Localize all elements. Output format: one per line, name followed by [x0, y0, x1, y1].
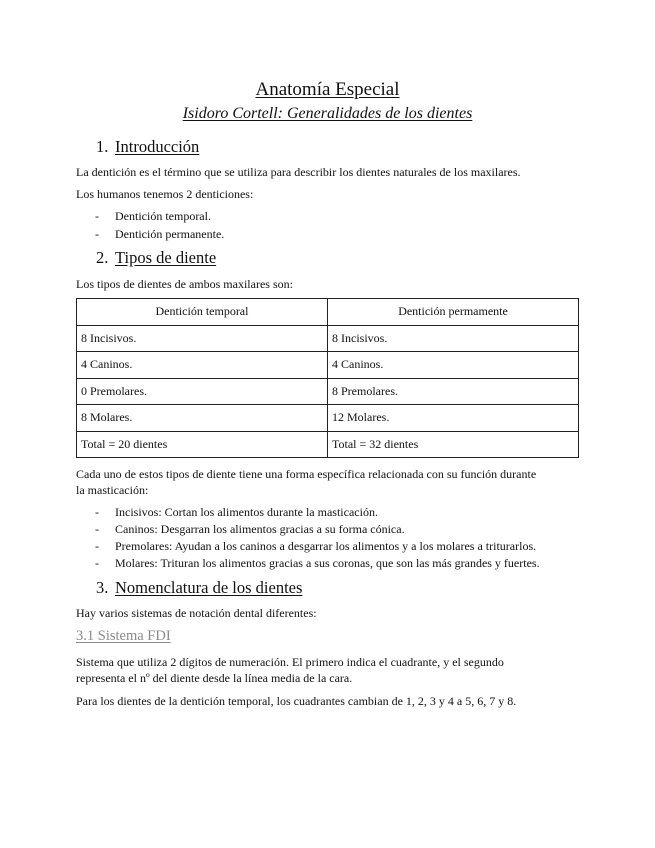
bullet-dash: - — [95, 556, 99, 570]
teeth-table — [76, 298, 579, 458]
document-subtitle: Isidoro Cortell: Generalidades de los dientes — [182, 105, 473, 122]
table-row — [77, 378, 579, 405]
subsection-heading-fdi: 3.1 Sistema FDI — [76, 628, 171, 644]
section-heading-nomenclatura — [96, 578, 302, 598]
table-row — [77, 405, 579, 432]
list-item-text: Molares: Trituran los alimentos gracias a sus coronas, que son las más grandes y fuertes. — [115, 556, 540, 570]
table-row — [77, 431, 579, 458]
bullet-dash: - — [95, 505, 99, 519]
paragraph-line: Cada uno de estos tipos de diente tiene una forma específica relacionada con su función durante — [76, 467, 537, 481]
paragraph-line: Sistema que utiliza 2 dígitos de numeración. El primero indica el cuadrante, y el segundo — [76, 655, 504, 669]
table-cell: 8 Molares. — [77, 405, 328, 432]
paragraph: Los humanos tenemos 2 denticiones: — [76, 187, 254, 201]
section-title: Tipos de diente — [115, 248, 217, 267]
list-item — [95, 504, 378, 520]
list-item-text: Incisivos: Cortan los alimentos durante la masticación. — [115, 505, 378, 519]
table-cell: 4 Caninos. — [328, 352, 579, 379]
section-number: 1. — [96, 137, 109, 156]
section-number: 3. — [96, 578, 109, 597]
paragraph: La dentición es el término que se utiliza para describir los dientes naturales de los maxilares. — [76, 165, 521, 179]
table-cell: 4 Caninos. — [77, 352, 328, 379]
table-cell: Total = 32 dientes — [328, 431, 579, 458]
list-item-text: Dentición temporal. — [115, 209, 211, 223]
paragraph-line: representa el nº del diente desde la línea media de la cara. — [76, 671, 353, 685]
table-cell: 12 Molares. — [328, 405, 579, 432]
section-heading-tipos — [96, 248, 216, 268]
bullet-dash: - — [95, 539, 99, 553]
list-item — [95, 555, 540, 571]
table-row — [77, 325, 579, 352]
table-header: Dentición permamente — [328, 299, 579, 326]
paragraph: Los tipos de dientes de ambos maxilares son: — [76, 277, 293, 291]
document-title: Anatomía Especial — [255, 79, 400, 100]
table-cell: 8 Incisivos. — [328, 325, 579, 352]
paragraph: Para los dientes de la dentición temporal, los cuadrantes cambian de 1, 2, 3 y 4 a 5, 6, 7 y 8. — [76, 694, 517, 708]
list-item-text: Caninos: Desgarran los alimentos gracias a su forma cónica. — [115, 522, 405, 536]
table-cell: 8 Premolares. — [328, 378, 579, 405]
section-heading-introduccion — [96, 137, 199, 157]
list-item-text: Premolares: Ayudan a los caninos a desgarrar los alimentos y a los molares a triturarlos. — [115, 539, 537, 553]
section-number: 2. — [96, 248, 109, 267]
list-item — [95, 208, 211, 224]
list-item — [95, 538, 536, 554]
table-header: Dentición temporal — [77, 299, 328, 326]
table-cell: Total = 20 dientes — [77, 431, 328, 458]
list-item — [95, 226, 224, 242]
table-header-row — [77, 299, 579, 326]
table-cell: 0 Premolares. — [77, 378, 328, 405]
list-item-text: Dentición permanente. — [115, 227, 225, 241]
list-item — [95, 521, 405, 537]
paragraph: Hay varios sistemas de notación dental diferentes: — [76, 606, 317, 620]
paragraph-line: la masticación: — [76, 483, 149, 497]
bullet-dash: - — [95, 209, 99, 223]
bullet-dash: - — [95, 522, 99, 536]
table-row — [77, 352, 579, 379]
bullet-dash: - — [95, 227, 99, 241]
section-title: Nomenclatura de los dientes — [115, 578, 303, 597]
table-cell: 8 Incisivos. — [77, 325, 328, 352]
section-title: Introducción — [115, 137, 200, 156]
